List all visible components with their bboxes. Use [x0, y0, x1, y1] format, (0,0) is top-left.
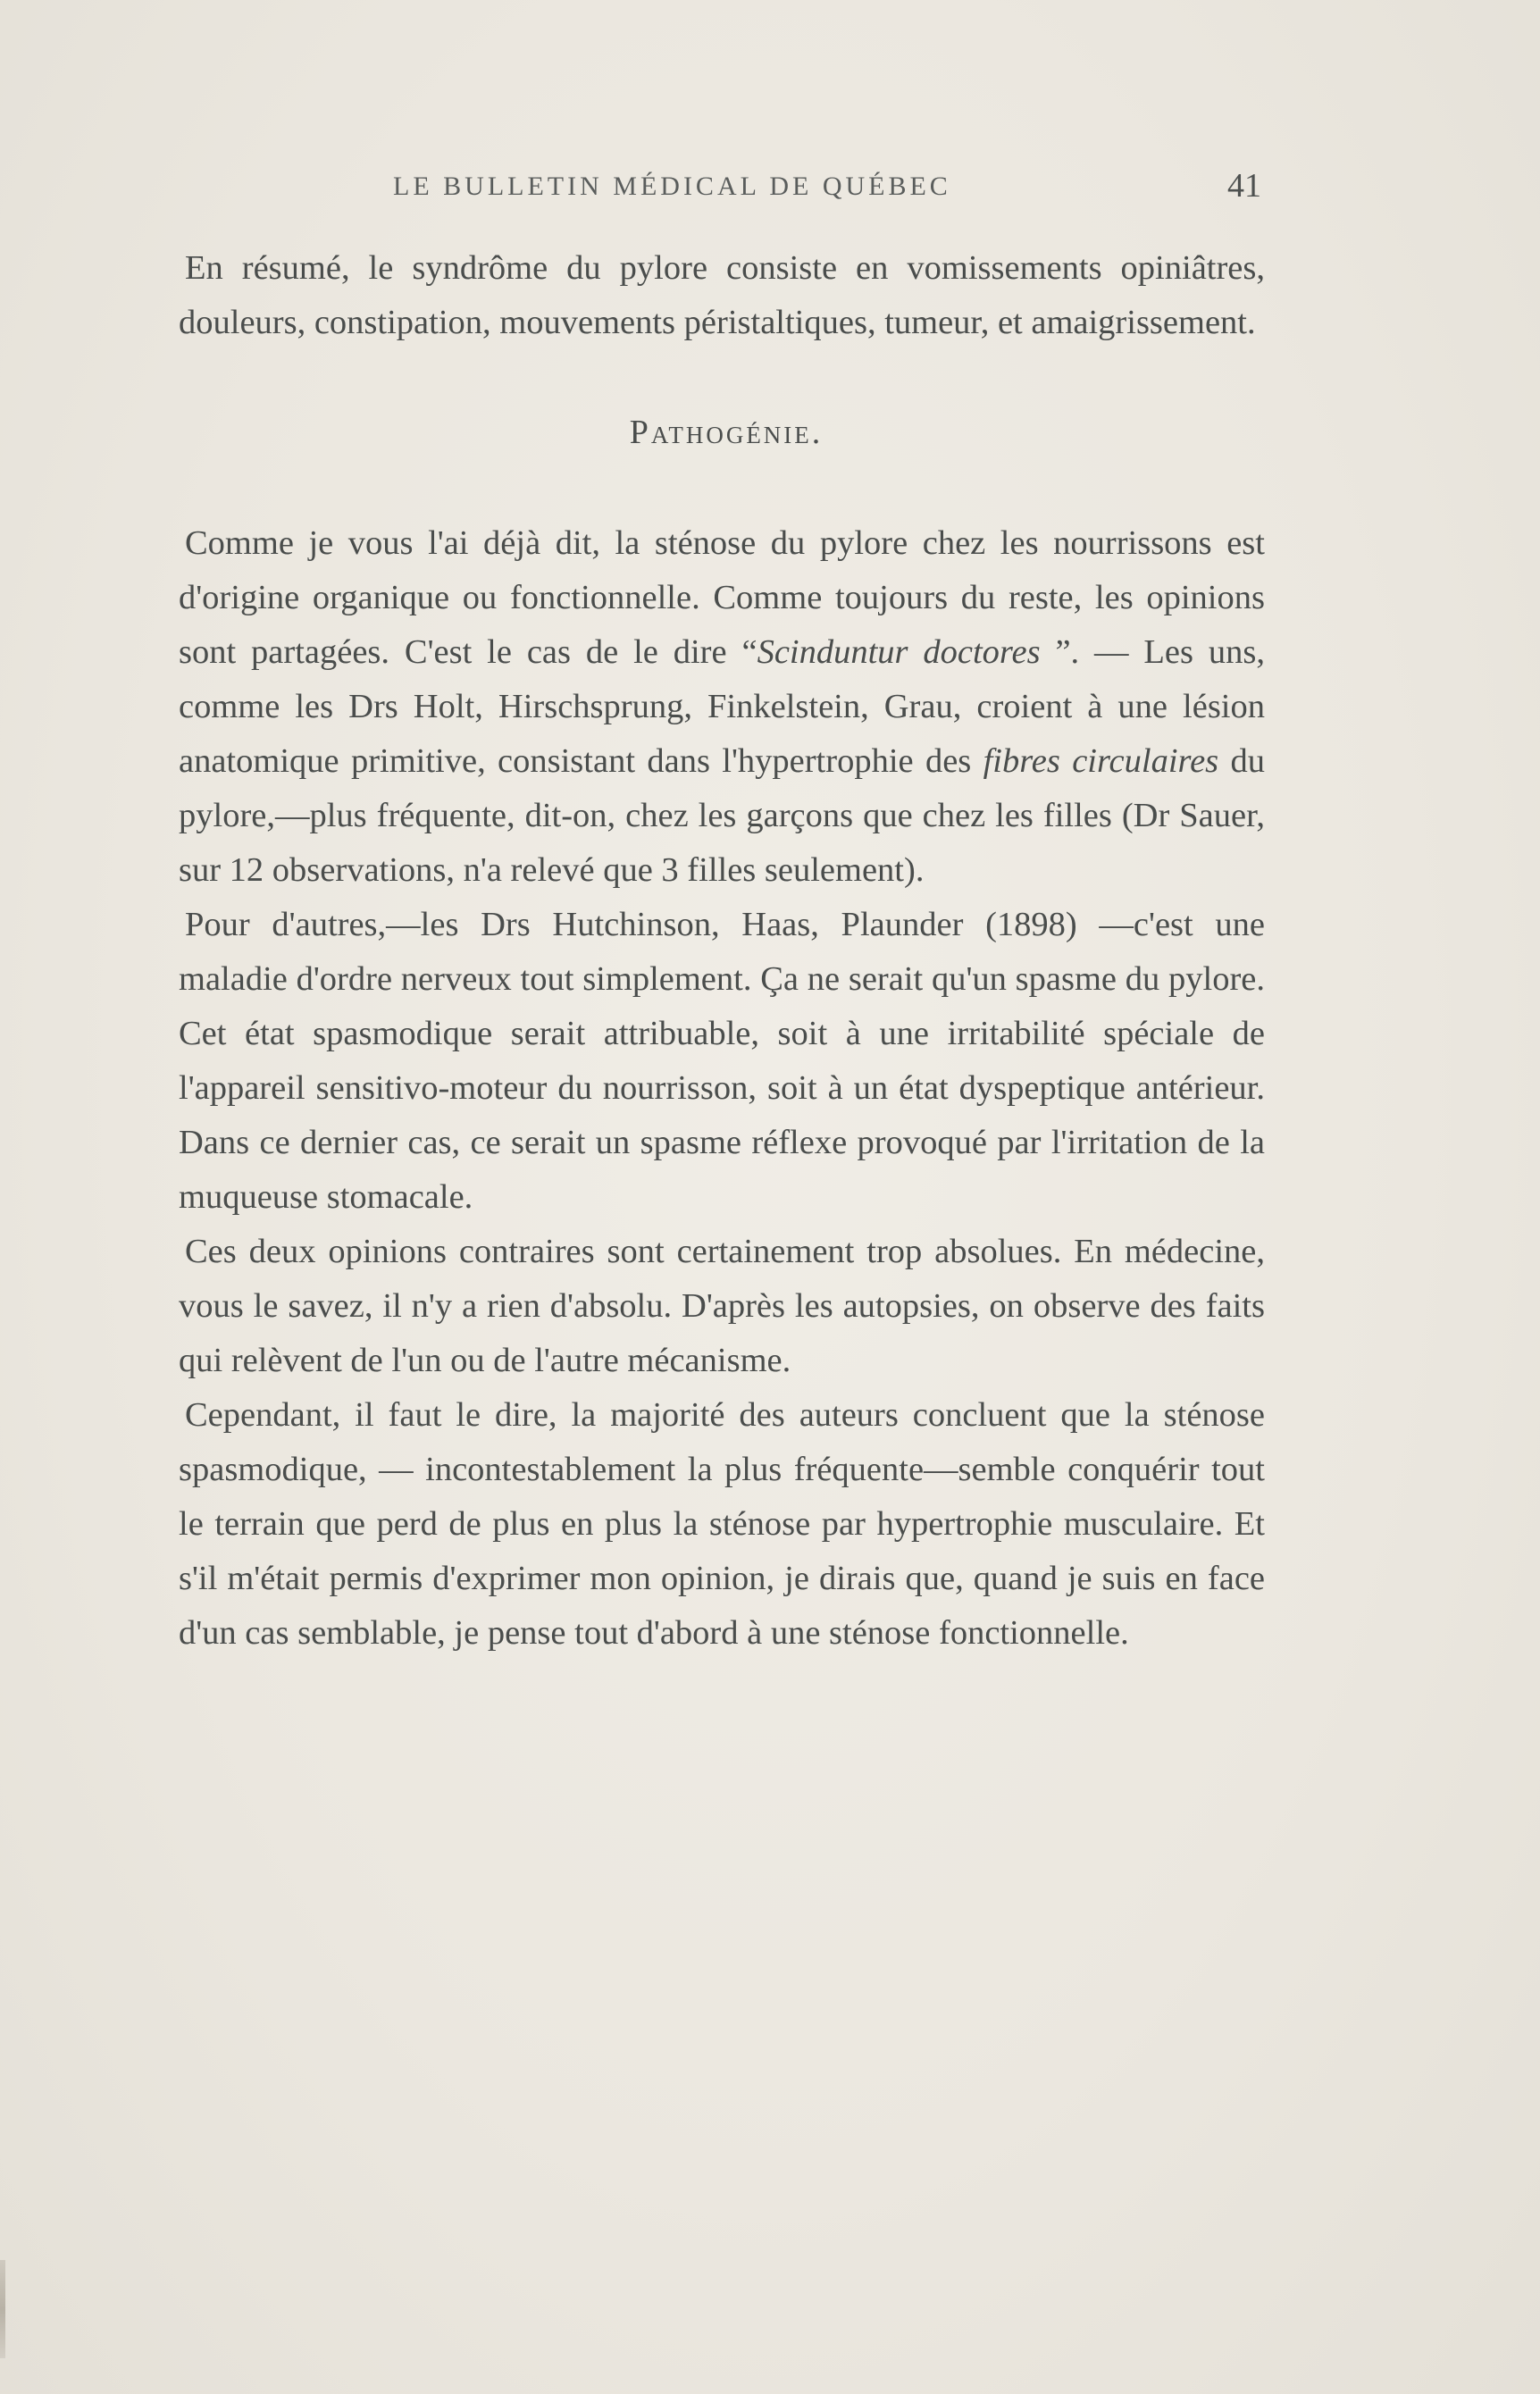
paragraph-opinions: Ces deux opinions contraires sont certainement trop absolues. En médecine, vous le savez, il n'y a rien d'absolu. D'après les autopsies, on observe des faits qui relèvent de l'un ou de l'autre mécanisme. [179, 1233, 1265, 1379]
paragraph-spasm: Pour d'autres,—les Drs Hutchinson, Haas, Plaunder (1898) —c'est une maladie d'ordre nerveux tout simplement. Ça ne serait qu'un spasme du pylore. Cet état spasmodique serait attribuable, soit à une irritabilité spéciale de l'appareil sensitivo-moteur du nourrisson, soit à un état dyspeptique antérieur. Dans ce dernier cas, ce serait un spasme réflexe provoqué par l'irritation de la muqueuse stomacale. [179, 906, 1265, 1216]
emphasized-term: fibres circulaires [983, 742, 1219, 780]
paragraph-text: ”. — Les uns, comme les Drs Holt, Hirschsprung, Finkelstein, Grau, croient à une lésion anatomique primitive, consistant dans l'hypertrophie des [179, 633, 1265, 780]
section-heading [179, 413, 1265, 452]
paragraph-conclusion: Cependant, il faut le dire, la majorité des auteurs concluent que la sténose spasmodique, — incontestablement la plus fréquente—semble conquérir tout le terrain que perd de plus en plus la sténose par hypertrophie musculaire. Et s'il m'était permis d'exprimer mon opinion, je dirais que, quand je suis en face d'un cas semblable, je pense tout d'abord à une sténose fonctionnelle. [179, 1396, 1265, 1652]
running-title: LE BULLETIN MÉDICAL DE QUÉBEC [393, 172, 951, 201]
paragraph-pathogenie [179, 516, 1265, 898]
section-heading-text: Pathogénie. [629, 414, 824, 451]
paragraph-text: Comme je vous l'ai déjà dit, la sténose du pylore chez les nourrissons est d'origine organique ou fonctionnelle. Comme toujours du reste, les opinions sont partagées. C'est le cas de le dire “ [179, 524, 1265, 671]
running-head [179, 166, 1286, 211]
paragraph-text: du pylore,—plus fréquente, dit-on, chez les garçons que chez les filles (Dr Sauer, sur 12 observations, n'a relevé que 3 filles seulement). [179, 742, 1266, 889]
latin-quote: Scinduntur doctores [757, 633, 1041, 671]
body-text [179, 241, 1265, 1661]
paragraph-summary: En résumé, le syndrôme du pylore consiste en vomissements opiniâtres, douleurs, constipation, mouvements péristaltiques, tumeur, et amaigrissement. [179, 249, 1265, 341]
page-number: 41 [1227, 167, 1261, 205]
page-edge-mark [0, 2260, 5, 2358]
